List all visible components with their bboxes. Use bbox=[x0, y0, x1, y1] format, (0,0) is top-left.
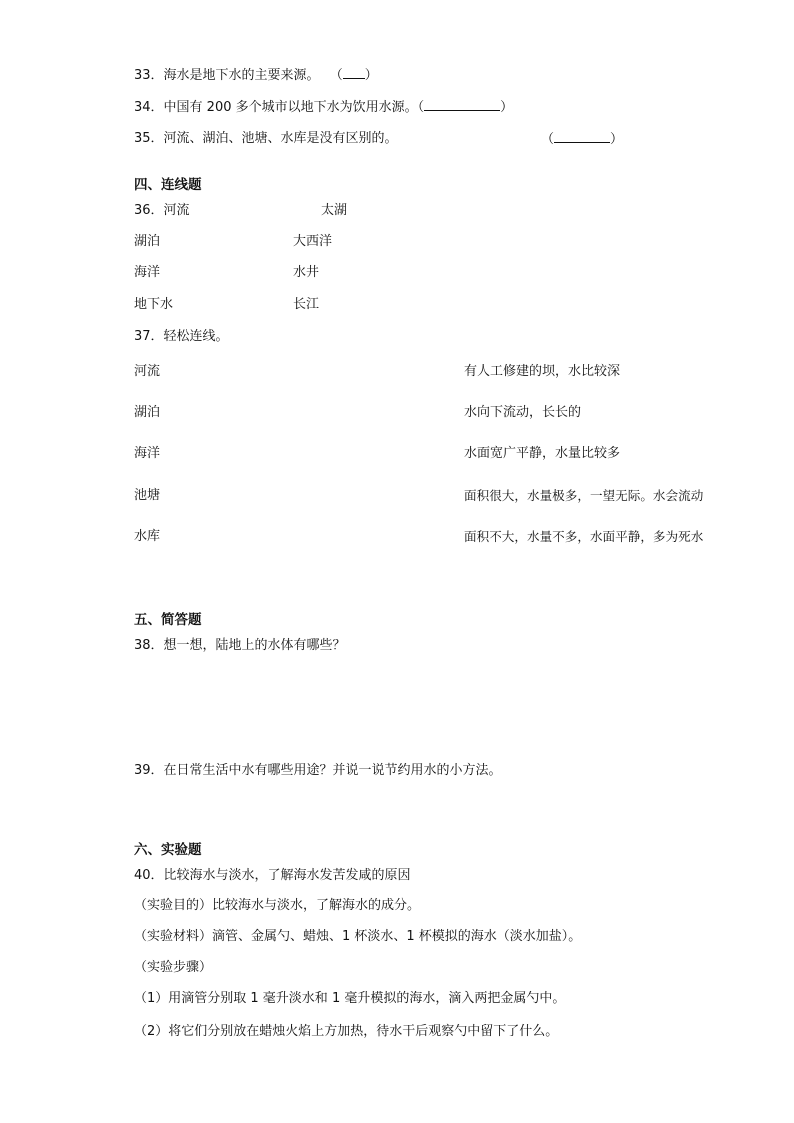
q36-left-item[interactable]: 海洋 bbox=[134, 265, 161, 280]
q37-right-item[interactable]: 水面宽广平静，水量比较多 bbox=[464, 446, 621, 461]
section-6-heading: 六、实验题 bbox=[134, 842, 202, 858]
question-34: 34．中国有 200 多个城市以地下水为饮用水源。（ ） bbox=[134, 100, 514, 115]
experiment-materials: （实验材料）滴管、金属勺、蜡烛、1 杯淡水、1 杯模拟的海水（淡水加盐）。 bbox=[134, 929, 582, 944]
q36-right-item[interactable]: 长江 bbox=[293, 297, 320, 312]
experiment-steps-title: （实验步骤） bbox=[134, 960, 213, 975]
section-4-heading: 四、连线题 bbox=[134, 177, 202, 193]
q36-left-item[interactable]: 湖泊 bbox=[134, 234, 161, 249]
q36-right-item[interactable]: 大西洋 bbox=[293, 234, 333, 249]
experiment-step-1: （1）用滴管分别取 1 毫升淡水和 1 毫升模拟的海水，滴入两把金属勺中。 bbox=[134, 991, 566, 1006]
question-37-stem: 37．轻松连线。 bbox=[134, 329, 229, 344]
q36-right-item[interactable]: 太湖 bbox=[321, 203, 348, 218]
q36-left-item[interactable]: 地下水 bbox=[134, 297, 174, 312]
q36-left-item[interactable]: 36．河流 bbox=[134, 203, 190, 218]
question-33-text: 33．海水是地下水的主要来源。 bbox=[134, 68, 320, 83]
question-34-text: 34．中国有 200 多个城市以地下水为饮用水源。 bbox=[134, 100, 418, 115]
answer-blank-33[interactable] bbox=[343, 66, 365, 79]
experiment-purpose: （实验目的）比较海水与淡水，了解海水的成分。 bbox=[134, 898, 421, 913]
question-38: 38．想一想，陆地上的水体有哪些？ bbox=[134, 638, 346, 653]
q37-right-item[interactable]: 有人工修建的坝，水比较深 bbox=[464, 364, 621, 379]
q37-left-item[interactable]: 河流 bbox=[134, 364, 161, 379]
q37-left-item[interactable]: 水库 bbox=[134, 529, 161, 544]
question-35-text: 35．河流、湖泊、池塘、水库是没有区别的。 bbox=[134, 131, 398, 146]
q36-right-item[interactable]: 水井 bbox=[293, 265, 320, 280]
q37-right-item[interactable]: 水向下流动，长长的 bbox=[464, 405, 582, 420]
question-40: 40．比较海水与淡水，了解海水发苦发咸的原因 bbox=[134, 868, 411, 883]
q37-right-item[interactable]: 面积很大，水量极多，一望无际。水会流动 bbox=[464, 488, 704, 503]
question-39: 39．在日常生活中水有哪些用途？并说一说节约用水的小方法。 bbox=[134, 763, 502, 778]
answer-blank-34[interactable] bbox=[424, 98, 500, 111]
question-35 bbox=[134, 130, 398, 148]
q37-right-item[interactable]: 面积不大，水量不多，水面平静，多为死水 bbox=[464, 529, 704, 544]
q37-left-item[interactable]: 海洋 bbox=[134, 446, 161, 461]
question-33: 33．海水是地下水的主要来源。 （ ） bbox=[134, 68, 378, 83]
q37-left-item[interactable]: 湖泊 bbox=[134, 405, 161, 420]
answer-35: （ ） bbox=[541, 132, 624, 147]
answer-blank-35[interactable] bbox=[554, 130, 610, 143]
experiment-step-2: （2）将它们分别放在蜡烛火焰上方加热，待水干后观察勺中留下了什么。 bbox=[134, 1024, 559, 1039]
q37-left-item[interactable]: 池塘 bbox=[134, 488, 161, 503]
section-5-heading: 五、简答题 bbox=[134, 612, 202, 628]
